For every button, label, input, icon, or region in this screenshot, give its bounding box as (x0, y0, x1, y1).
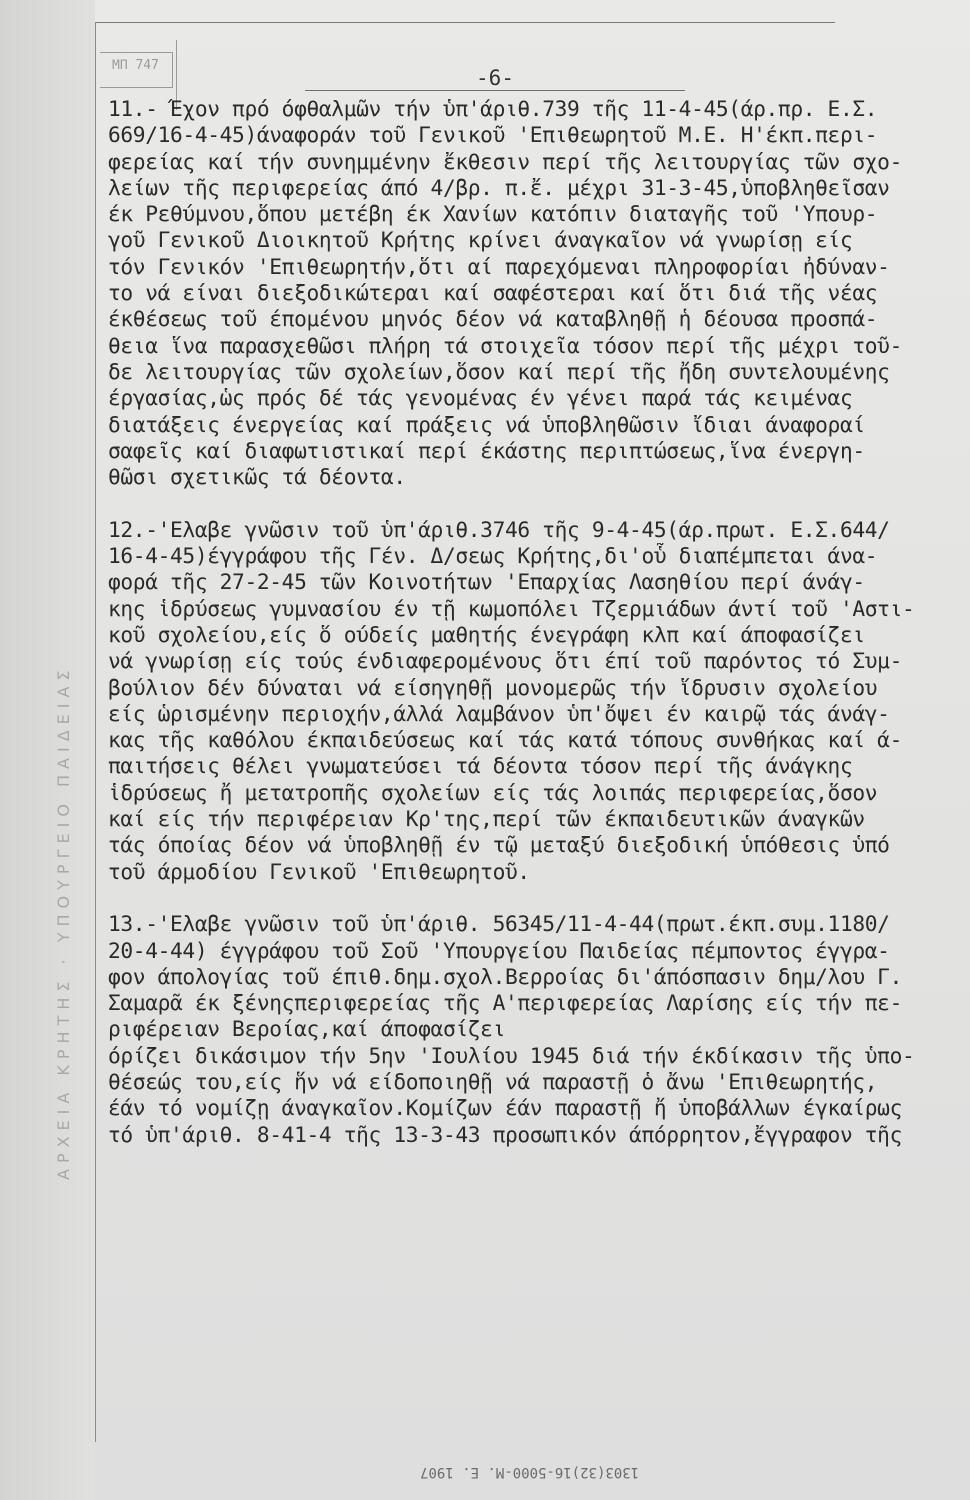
left-margin-rule (95, 22, 96, 1442)
text-line: φερείας καί τήν συνημμένην ἔκθεσιν περί τῆς λειτουργίας τῶν σχο- (108, 148, 902, 174)
text-line: είς ὡρισμένην περιοχήν,άλλά λαμβάνον ὑπ'ὄψει έν καιρῷ τάς άνάγ- (108, 700, 890, 726)
page-number (0, 66, 970, 91)
side-archive-stamp: ΑΡΧΕΙΑ ΚΡΗΤΗΣ · ΥΠΟΥΡΓΕΙΟ ΠΑΙΔΕΙΑΣ (54, 664, 73, 1180)
printer-footer: 1303(32)16-5000-M. E. 1907 (420, 1464, 640, 1480)
text-line: φορά τῆς 27-2-45 τῶν Κοινοτήτων 'Επαρχίας Λασηθίου περί άνάγ- (108, 569, 865, 595)
text-line: γοῦ Γενικοῦ Διοικητοῦ Κρήτης κρίνει άναγκαῖον νά γνωρίσῃ είς (108, 227, 853, 253)
text-line: κας τῆς καθόλου έκπαιδεύσεως καί τάς κατά τόπους συνθήκας καί ά- (108, 727, 902, 753)
text-line: 669/16-4-45)άναφοράν τοῦ Γενικοῦ 'Επιθεωρητοῦ Μ.Ε. Η'έκπ.περι- (108, 122, 878, 148)
paragraph-gap (108, 490, 946, 516)
top-border-rule (95, 22, 835, 23)
text-line: έκ Ρεθύμνου,ὅπου μετέβη έκ Χανίων κατόπιν διαταγῆς τοῦ 'Υπουρ- (108, 201, 878, 227)
text-line: 13.-'Ελαβε γνῶσιν τοῦ ὑπ'άριθ. 56345/11-4-44(πρωτ.έκπ.συμ.1180/ (108, 911, 890, 937)
paragraph-gap (108, 885, 946, 911)
text-line: τοῦ άρμοδίου Γενικοῦ 'Επιθεωρητοῦ. (108, 858, 530, 884)
text-line: κης ἱδρύσεως γυμνασίου έν τῇ κωμοπόλει Τζερμιάδων άντί τοῦ 'Αστι- (108, 595, 915, 621)
text-line: δε λειτουργίας τῶν σχολείων,ὅσον καί περί τῆς ἤδη συντελουμένης (108, 358, 890, 384)
text-line: τόν Γενικόν 'Επιθεωρητήν,ὅτι αί παρεχόμεναι πληροφορίαι ἠδύναν- (108, 253, 890, 279)
text-line: θεια ἵνα παρασχεθῶσι πλήρη τά στοιχεῖα τόσον περί τῆς μέχρι τοῦ- (108, 332, 902, 358)
text-line: θῶσι σχετικῶς τά δέοντα. (108, 464, 406, 490)
text-line: νά γνωρίσῃ είς τούς ένδιαφερομένους ὅτι έπί τοῦ παρόντος τό Συμ- (108, 648, 902, 674)
text-line: 20-4-44) έγγράφου τοῦ Σοῦ 'Υπουργείου Παιδείας πέμποντος έγγρα- (108, 937, 890, 963)
text-line: φον άπολογίας τοῦ έπιθ.δημ.σχολ.Βερροίας δι'άπόσπασιν δημ/λου Γ. (108, 963, 902, 989)
text-line: έργασίας,ὡς πρός δέ τάς γενομένας έν γένει παρά τάς κειμένας (108, 385, 853, 411)
page-number-text: -6- (476, 66, 514, 90)
text-line: 11.- Έχον πρό όφθαλμῶν τήν ὑπ'άριθ.739 τῆς 11-4-45(άρ.πρ. Ε.Σ. (108, 96, 878, 121)
text-line: ριφέρειαν Βεροίας,καί άποφασίζει (108, 1016, 505, 1042)
page-number-underline (305, 90, 685, 91)
text-line: καί είς τήν περιφέρειαν Κρ'της,περί τῶν έκπαιδευτικῶν άναγκῶν (108, 806, 865, 832)
text-line: λείων τῆς περιφερείας άπό 4/βρ. π.ἔ. μέχρι 31-3-45,ὑποβληθεῖσαν (108, 174, 890, 200)
text-line: έκθέσεως τοῦ έπομένου μηνός δέον νά καταβληθῇ ἡ δέουσα προσπά- (108, 306, 878, 332)
scan-margin-shadow (0, 0, 95, 1500)
text-line: το νά είναι διεξοδικώτεραι καί σαφέστεραι καί ὅτι διά τῆς νέας (108, 280, 878, 306)
text-line: 16-4-45)έγγράφου τῆς Γέν. Δ/σεως Κρήτης,δι'οὗ διαπέμπεται άνα- (108, 543, 878, 569)
text-line: 12.-'Ελαβε γνῶσιν τοῦ ὑπ'άριθ.3746 τῆς 9-4-45(άρ.πρωτ. Ε.Σ.644/ (108, 516, 890, 542)
text-line: διατάξεις ένεργείας καί πράξεις νά ὑποβληθῶσιν ἴδιαι άναφοραί (108, 411, 865, 437)
text-line: τό ὑπ'άριθ. 8-41-4 τῆς 13-3-43 προσωπικόν άπόρρητον,ἔγγραφον τῆς (108, 1121, 902, 1147)
text-line: σαφεῖς καί διαφωτιστικαί περί έκάστης περιπτώσεως,ἵνα ένεργη- (108, 437, 865, 463)
text-line: ἱδρύσεως ἤ μετατροπῆς σχολείων είς τάς λοιπάς περιφερείας,ὅσον (108, 779, 878, 805)
text-line: βούλιον δέν δύναται νά είσηγηθῇ μονομερῶς τήν ἵδρυσιν σχολείου (108, 674, 878, 700)
text-line: θέσεώς του,είς ἥν νά είδοποιηθῇ νά παραστῇ ὁ ἄνω 'Επιθεωρητής, (108, 1068, 878, 1094)
text-line: όρίζει δικάσιμον τήν 5ην 'Ιουλίου 1945 διά τήν έκδίκασιν τῆς ὑπο- (108, 1042, 915, 1068)
document-body (108, 96, 946, 1148)
text-line: τάς όποίας δέον νά ὑποβληθῇ έν τῷ μεταξύ διεξοδική ὑπόθεσις ὑπό (108, 832, 890, 858)
text-line: Σαμαρᾶ έκ ξένηςπεριφερείας τῆς Α'περιφερείας Λαρίσης είς τήν πε- (108, 990, 902, 1016)
text-line: παιτήσεις θέλει γνωματεύσει τά δέοντα τόσον περί τῆς άνάγκης (108, 753, 853, 779)
corner-stamp: ΜΠ 747 (112, 58, 159, 73)
text-line: έάν τό νομίζῃ άναγκαῖον.Κομίζων έάν παραστῇ ἤ ὑποβάλλων έγκαίρως (108, 1095, 902, 1121)
text-line: κοῦ σχολείου,είς ὅ ούδείς μαθητής ένεγράφη κλπ καί άποφασίζει (108, 621, 865, 647)
